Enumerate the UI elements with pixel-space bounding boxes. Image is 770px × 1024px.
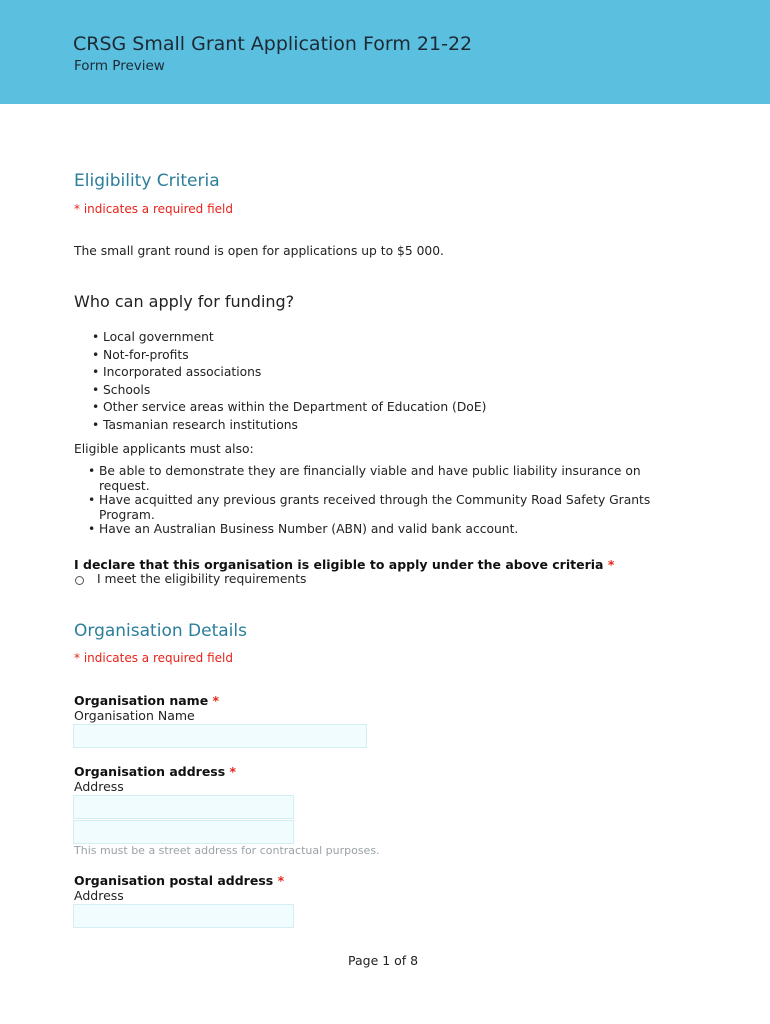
- required-note: * indicates a required field: [74, 651, 233, 665]
- bullet-icon: •: [92, 400, 100, 414]
- must-also-list: [87, 464, 683, 537]
- address-line1-input[interactable]: [73, 795, 294, 819]
- list-item: • Have an Australian Business Number (ABN) and valid bank account.: [88, 522, 519, 536]
- org-address-label: Organisation address *: [74, 764, 237, 779]
- bullet-icon: •: [88, 493, 96, 507]
- eligibility-radio[interactable]: [75, 576, 84, 585]
- bullet-icon: •: [88, 464, 96, 478]
- required-star: *: [229, 764, 237, 779]
- who-can-apply-list: [91, 329, 711, 434]
- who-can-apply-heading: Who can apply for funding?: [74, 292, 295, 311]
- section-title-organisation: Organisation Details: [74, 621, 247, 641]
- section-title-eligibility: Eligibility Criteria: [74, 171, 220, 191]
- list-item: • Incorporated associations: [91, 364, 711, 382]
- org-name-input[interactable]: [73, 724, 367, 748]
- bullet-icon: •: [92, 330, 100, 344]
- bullet-icon: •: [92, 417, 100, 432]
- address-hint: This must be a street address for contractual purposes.: [74, 844, 380, 857]
- intro-text: The small grant round is open for applications up to $5 000.: [74, 244, 444, 258]
- list-item: • Tasmanian research institutions: [91, 417, 711, 435]
- bullet-icon: •: [92, 382, 100, 397]
- bullet-icon: •: [92, 365, 100, 379]
- list-item: • Not-for-profits: [91, 347, 711, 365]
- bullet-icon: •: [92, 347, 100, 362]
- list-item: • Be able to demonstrate they are financially viable and have public liability insurance on request.: [88, 464, 641, 493]
- form-title: CRSG Small Grant Application Form 21-22: [73, 33, 473, 55]
- required-star: *: [212, 693, 220, 708]
- form-subtitle: Form Preview: [74, 58, 165, 74]
- postal-address-label: Organisation postal address *: [74, 873, 285, 888]
- org-name-label: Organisation name *: [74, 693, 220, 708]
- header-banner: [0, 0, 770, 104]
- bullet-icon: •: [88, 522, 96, 536]
- org-address-sublabel: Address: [74, 779, 124, 794]
- org-name-sublabel: Organisation Name: [74, 708, 195, 723]
- declare-label: I declare that this organisation is eligible to apply under the above criteria *: [74, 557, 615, 572]
- must-also-text: Eligible applicants must also:: [74, 442, 254, 456]
- required-note: * indicates a required field: [74, 202, 233, 216]
- postal-address-sublabel: Address: [74, 888, 124, 903]
- page-number: Page 1 of 8: [348, 953, 419, 968]
- required-star: *: [277, 873, 285, 888]
- required-star: *: [607, 557, 615, 572]
- list-item: • Other service areas within the Department of Education (DoE): [91, 399, 711, 417]
- eligibility-option-label[interactable]: I meet the eligibility requirements: [97, 572, 307, 586]
- list-item: • Local government: [91, 329, 711, 347]
- address-line2-input[interactable]: [73, 820, 294, 844]
- postal-address-input[interactable]: [73, 904, 294, 928]
- list-item: • Schools: [91, 382, 711, 400]
- list-item: • Have acquitted any previous grants received through the Community Road Safety Grants Program.: [88, 493, 651, 522]
